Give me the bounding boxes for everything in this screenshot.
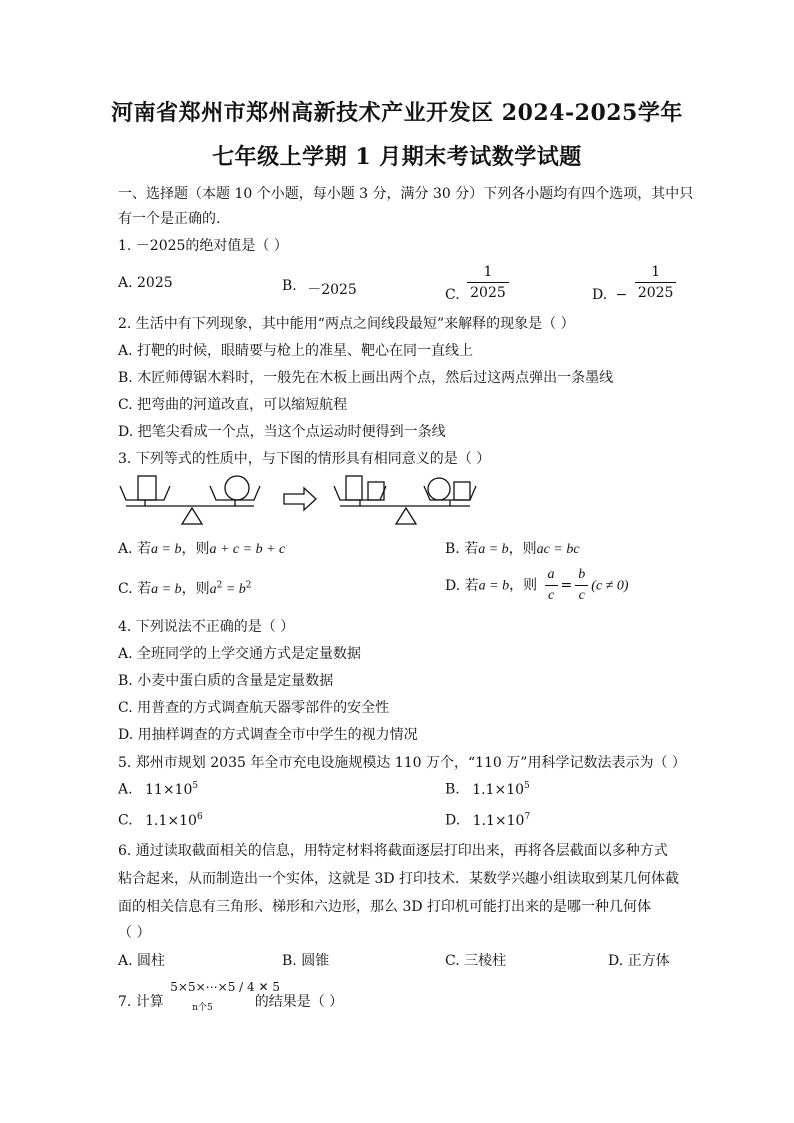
exam-title-line2: 七年级上学期 1 月期末考试数学试题 (212, 144, 582, 170)
section-heading: 一、选择题（本题 10 个小题，每小题 3 分，满分 30 分）下列各小题均有四个选项，其中只 (118, 186, 694, 202)
q7-suffix: 的结果是（ ） (254, 994, 344, 1010)
question-6-line4: （ ） (118, 925, 151, 941)
q1-c-numerator: 1 (467, 262, 509, 283)
q3-b-condition: a = b (478, 542, 509, 557)
question-1-stem: 1. －2025的绝对值是（ ） (118, 238, 288, 254)
q1-option-d-label: D. (592, 286, 608, 303)
q4-option-c: C. 用普查的方式调查航天器零部件的安全性 (118, 700, 390, 716)
q3-c-result-b: b (238, 582, 246, 597)
q3-c-then: ，则 (181, 581, 210, 597)
q1-option-c-label: C. (445, 286, 460, 303)
question-4-stem: 4. 下列说法不正确的是（ ） (118, 619, 295, 635)
q3-c-prefix: C. 若 (118, 581, 152, 597)
q7-prefix: 7. 计算 (118, 994, 164, 1010)
q5-d-base: 1.1×10 (472, 812, 525, 829)
q5-c-exponent: 6 (196, 812, 203, 822)
q1-option-d-fraction (635, 262, 677, 303)
q2-option-d: D. 把笔尖看成一个点，当这个点运动时便得到一条线 (118, 424, 446, 440)
q3-d-num-a: a (545, 565, 558, 586)
q1-d-numerator: 1 (635, 262, 677, 283)
q5-a-label: A. (118, 781, 133, 798)
question-6-line2: 粘合起来，从而制造出一个实体，这就是 3D 打印技术．某数学兴趣小组读取到某几何体截 (118, 871, 680, 887)
question-2-stem: 2. 生活中有下列现象，其中能用“两点之间线段最短”来解释的现象是（ ） (118, 316, 575, 332)
q3-d-fraction-a (545, 565, 558, 606)
q5-option-a (118, 781, 198, 798)
q6-option-c: C. 三棱柱 (445, 953, 507, 969)
q3-d-equals: = (560, 577, 573, 594)
left-pan-right (210, 486, 260, 500)
q1-option-c (445, 262, 512, 303)
q5-option-c (118, 812, 203, 829)
q4-option-a: A. 全班同学的上学交通方式是定量数据 (118, 646, 362, 662)
q1-option-b (282, 275, 357, 298)
q3-option-c (118, 578, 252, 598)
question-6-line3: 面的相关信息有三角形、梯形和六边形，那么 3D 打印机可能打出来的是哪一种几何体 (118, 899, 652, 915)
q1-option-c-fraction (467, 262, 509, 303)
q1-option-d (592, 262, 679, 303)
right-fulcrum (396, 508, 416, 524)
question-5-stem: 5. 郑州市规划 2035 年全市充电设施规模达 110 万个，“110 万”用科学记数法表示为（ ） (118, 755, 686, 771)
q3-option-a (118, 538, 285, 558)
q3-d-num-b: b (575, 565, 588, 586)
q3-d-then: ，则 (509, 577, 538, 594)
section-heading-cont: 有一个是正确的. (118, 211, 221, 227)
arrow-icon (284, 488, 316, 510)
q3-c-equals: = (222, 582, 239, 597)
q7-expression-text: 5×5×⋯×5 / 4 ✕ 5 (170, 980, 280, 994)
q5-d-label: D. (445, 812, 461, 829)
q3-a-result: a + c = b + c (209, 542, 286, 557)
q1-d-minus: − (615, 286, 628, 303)
question-7-stem (118, 980, 344, 1013)
left-square-weight (138, 476, 156, 500)
left-round-weight (225, 476, 249, 500)
q3-c-result-a: a (209, 582, 217, 597)
q3-c-condition: a = b (151, 582, 182, 597)
q5-b-label: B. (445, 781, 460, 798)
q5-b-base: 1.1×10 (472, 781, 525, 798)
q3-d-nonzero: (c ≠ 0) (591, 578, 629, 594)
q4-option-b: B. 小麦中蛋白质的含量是定量数据 (118, 673, 334, 689)
q1-option-b-label: B. (282, 278, 297, 294)
q3-b-then: ，则 (508, 541, 537, 557)
question-6-line1: 6. 通过读取截面相关的信息，用特定材料将截面逐层打印出来，再将各层截面以多种方式 (118, 843, 668, 859)
q3-option-b (445, 538, 580, 558)
q3-d-den-a: c (547, 588, 555, 603)
left-pan-left (120, 486, 170, 500)
q3-a-condition: a = b (151, 542, 182, 557)
q5-d-exponent: 7 (524, 812, 531, 822)
q3-d-prefix: D. 若 (445, 577, 479, 594)
q2-option-a: A. 打靶的时候，眼睛要与枪上的准星、靶心在同一直线上 (118, 343, 474, 359)
q6-option-b: B. 圆锥 (282, 953, 330, 969)
q3-d-fraction-b (575, 565, 588, 606)
q7-expression (168, 980, 280, 1013)
q5-a-base: 11×10 (145, 781, 193, 798)
question-3-stem: 3. 下列等式的性质中，与下图的情形具有相同意义的是（ ） (118, 451, 491, 467)
right-round-weight (428, 478, 450, 500)
q3-b-result: ac = bc (536, 542, 580, 557)
right-square-weight (346, 476, 362, 500)
q3-a-prefix: A. 若 (118, 541, 152, 557)
q3-c-exp-b: 2 (245, 580, 252, 591)
q1-c-denominator: 2025 (470, 285, 506, 301)
q2-option-c: C. 把弯曲的河道改直，可以缩短航程 (118, 397, 348, 413)
q5-c-label: C. (118, 812, 133, 829)
q1-option-b-value: －2025 (307, 282, 357, 298)
exam-title-line1: 河南省郑州市郑州高新技术产业开发区 2024-2025学年 (111, 100, 683, 126)
q7-underbrace-label: n个5 (192, 1003, 213, 1013)
q6-option-a: A. 圆柱 (118, 953, 166, 969)
q3-d-den-b: c (578, 588, 585, 603)
q3-c-exp-a: 2 (216, 580, 223, 591)
q4-option-d: D. 用抽样调查的方式调查全市中学生的视力情况 (118, 727, 418, 743)
q2-option-b: B. 木匠师傅锯木料时，一般先在木板上画出两个点，然后过这两点弹出一条墨线 (118, 370, 614, 386)
q5-option-d (445, 812, 530, 829)
q6-option-d: D. 正方体 (608, 953, 670, 969)
right-added-square-2 (454, 482, 470, 500)
left-fulcrum (182, 508, 202, 524)
q3-a-then: ，则 (181, 541, 210, 557)
q5-c-base: 1.1×10 (145, 812, 197, 829)
q1-d-denominator: 2025 (637, 285, 674, 301)
q1-option-a: A. 2025 (118, 275, 173, 291)
q3-option-d (445, 565, 629, 606)
q3-b-prefix: B. 若 (445, 541, 479, 557)
q3-d-condition: a = b (478, 578, 510, 594)
q5-b-exponent: 5 (524, 781, 530, 791)
q5-option-b (445, 781, 530, 798)
balance-scale-figure (118, 472, 498, 530)
q5-a-exponent: 5 (192, 781, 199, 791)
